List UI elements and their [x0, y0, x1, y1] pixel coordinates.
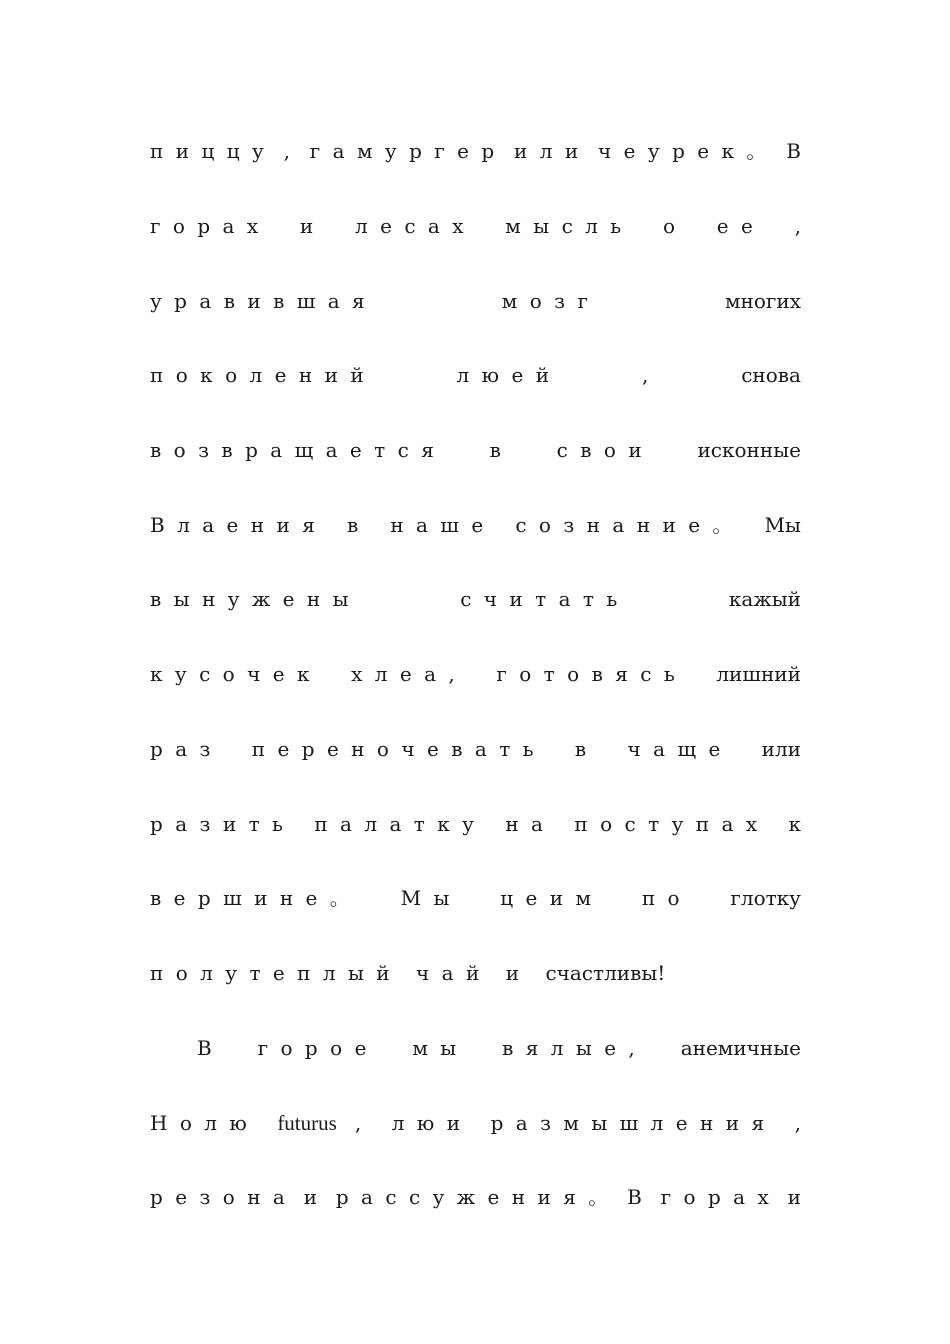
word: лесах [354, 214, 476, 238]
word: горах [150, 214, 271, 238]
word: В [627, 1185, 655, 1209]
word: Нолю [150, 1111, 260, 1135]
text-line-10 [150, 809, 801, 839]
word: горое [257, 1036, 379, 1060]
word: анемичные [680, 1036, 801, 1060]
word: в [489, 438, 514, 462]
word: счастливы! [545, 961, 666, 985]
word: исконные [697, 438, 801, 462]
word: мы [412, 1036, 469, 1060]
word: поступах [574, 812, 770, 836]
word: Влаения [150, 513, 328, 537]
word: хлеа, [351, 662, 468, 686]
word: на [505, 812, 556, 836]
word: чай [416, 961, 492, 985]
word: считать [460, 587, 630, 611]
word: готовясь [496, 662, 688, 686]
text-line-1 [150, 136, 801, 166]
word: в [346, 513, 371, 537]
text-line-14 [150, 1108, 801, 1138]
word: разить [150, 812, 296, 836]
word: чаще [627, 737, 733, 761]
word: чеурек。 [598, 139, 779, 163]
word: переночевать [251, 737, 546, 761]
word: и [505, 961, 532, 985]
word: и [303, 1185, 330, 1209]
word: глотку [730, 886, 801, 910]
word: пиццу [150, 139, 277, 163]
word: многих [724, 289, 801, 313]
word: уравившая [150, 289, 378, 313]
word: горах [660, 1185, 782, 1209]
text-line-3 [150, 286, 801, 316]
word: размышления [490, 1111, 777, 1135]
word: вершине。 [150, 886, 363, 910]
text-line-12 [150, 958, 801, 988]
word: поколений [150, 363, 377, 387]
text-line-2 [150, 211, 801, 241]
word: , [283, 139, 303, 163]
word: свои [556, 438, 655, 462]
word: мысль [505, 214, 634, 238]
word: , [354, 1111, 374, 1135]
word: или [761, 737, 801, 761]
word: лишний [716, 662, 801, 686]
word: мозг [501, 289, 601, 313]
word: наше [390, 513, 496, 537]
word: о [662, 214, 688, 238]
word: сознание。 [515, 513, 745, 537]
word: снова [741, 363, 801, 387]
word: вынужены [150, 587, 361, 611]
word: в [574, 737, 599, 761]
word: резона [150, 1185, 298, 1209]
word: или [514, 139, 591, 163]
word: вялые, [502, 1036, 648, 1060]
word-latin: futurus [277, 1111, 337, 1135]
word: и [787, 1185, 801, 1209]
word: , [641, 363, 661, 387]
text-line-13 [197, 1033, 801, 1063]
text-line-4 [150, 360, 801, 390]
word: В [197, 1036, 225, 1060]
text-line-9 [150, 734, 801, 764]
word: ее [716, 214, 766, 238]
text-line-15 [150, 1182, 801, 1212]
text-line-7 [150, 584, 801, 614]
word: палатку [314, 812, 487, 836]
word: Мы [764, 513, 801, 537]
word: возвращается [150, 438, 447, 462]
text-line-6 [150, 510, 801, 540]
word: цеим [500, 886, 604, 910]
word: , [794, 214, 801, 238]
word: по [641, 886, 692, 910]
word: рассужения。 [335, 1185, 621, 1209]
word: кусочек [150, 662, 322, 686]
word: полутеплый [150, 961, 403, 985]
word: гамургер [309, 139, 507, 163]
word: , [794, 1111, 801, 1135]
word: Мы [400, 886, 462, 910]
word: люи [391, 1111, 473, 1135]
word: люей [456, 363, 562, 387]
word: и [299, 214, 326, 238]
text-line-11 [150, 883, 801, 913]
word: раз [150, 737, 223, 761]
word: кажый [728, 587, 801, 611]
text-line-8 [150, 659, 801, 689]
word: В [786, 139, 801, 163]
text-line-5 [150, 435, 801, 465]
word: к [788, 812, 801, 836]
